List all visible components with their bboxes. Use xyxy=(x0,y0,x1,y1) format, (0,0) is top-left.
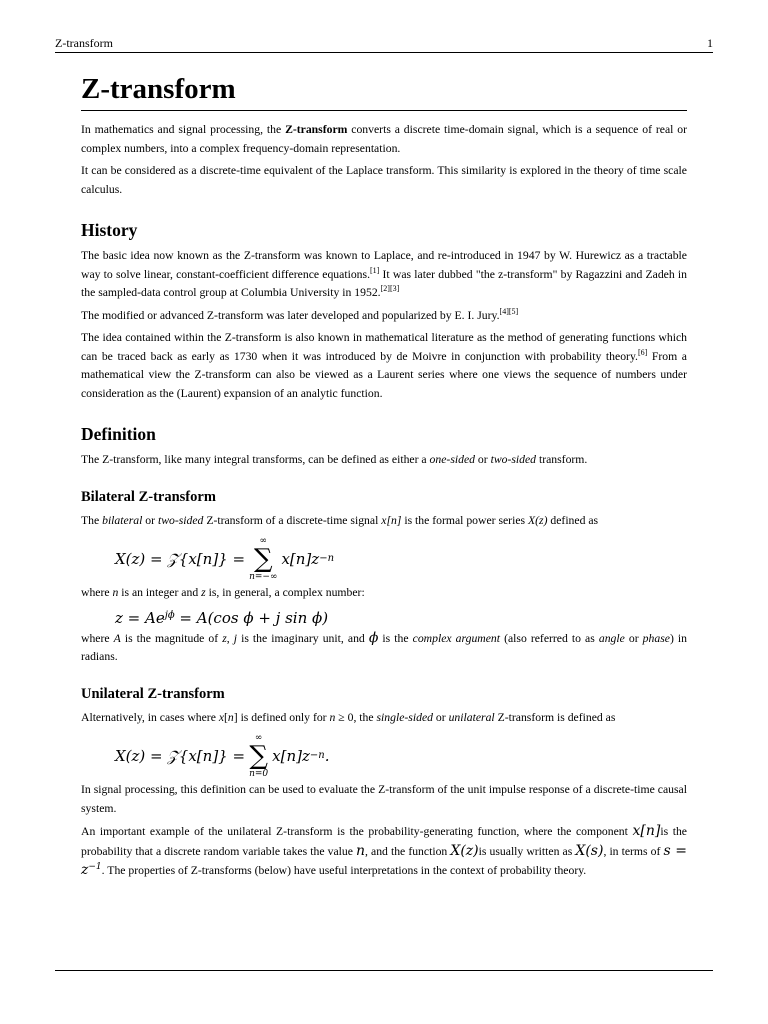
text-run: is the formal power series xyxy=(401,513,528,527)
text-run: It was later dubbed "the z-transform" by Ragazzini and Zadeh in the sampled-data control group at Columbia University in 1952. xyxy=(81,267,688,299)
text-run: or xyxy=(474,453,491,466)
summation xyxy=(249,536,277,582)
bilateral-paragraph-2 xyxy=(81,584,687,603)
inline-math: n xyxy=(355,842,366,859)
sum-lower-limit: n=−∞ xyxy=(249,572,278,582)
intro-paragraph-2: It can be considered as a discrete-time equivalent of the Laplace transform. This similarity is explored in the theory of time scale calculus. xyxy=(81,164,687,196)
italic-term: two-sided xyxy=(490,453,537,466)
formula-part: = A(cos ϕ + j sin ϕ) xyxy=(174,608,329,627)
text-run: , in terms of xyxy=(603,844,664,858)
inline-math: x[n] xyxy=(632,823,661,839)
formula-period: . xyxy=(324,747,330,765)
page-title: Z-transform xyxy=(81,70,687,111)
text-run: The Z-transform, like many integral transforms, can be defined as either a xyxy=(81,453,430,466)
formula-part: z = Ae xyxy=(115,608,165,627)
inline-math: X(z) xyxy=(450,842,479,859)
italic-term: x xyxy=(218,710,224,724)
phi-symbol: ϕ xyxy=(368,629,379,646)
italic-term: z xyxy=(201,586,206,599)
sigma-symbol: ∑ xyxy=(253,544,273,574)
text-run: The modified or advanced Z-transform was later developed and popularized by E. I. Jury. xyxy=(81,308,500,322)
text-run: ] is defined only for xyxy=(233,710,330,724)
formula-lhs: X(z) = 𝒵{x[n]} = xyxy=(115,747,246,765)
italic-term: bilateral xyxy=(102,513,143,527)
italic-term: two-sided xyxy=(157,513,204,527)
sum-lower-limit: n=0 xyxy=(249,769,269,779)
text-run: defined as xyxy=(547,513,599,527)
text-run: is the probability that a discrete random variable takes the value xyxy=(81,825,687,858)
formula-rhs: x[n]z xyxy=(281,550,320,568)
inline-math-exponent: −1 xyxy=(88,862,102,872)
definition-paragraph xyxy=(81,451,687,470)
italic-term: A xyxy=(113,631,121,645)
text-run: (also referred to as xyxy=(500,631,599,645)
unilateral-paragraph-3 xyxy=(81,822,687,881)
text-run: is usually written as xyxy=(478,844,576,858)
bilateral-paragraph-1 xyxy=(81,512,687,531)
page-number: 1 xyxy=(707,36,713,50)
history-paragraph-3 xyxy=(81,329,687,403)
text-run: is the magnitude of xyxy=(120,631,223,645)
article-body xyxy=(81,70,687,885)
running-header-title: Z-transform xyxy=(55,36,113,50)
text-run: Alternatively, in cases where xyxy=(81,710,219,724)
unilateral-paragraph-1 xyxy=(81,709,687,728)
bilateral-paragraph-3 xyxy=(81,629,687,667)
unilateral-formula: X(z) = 𝒵{x[n]} = ∞ ∑ n=0 x[n]z −n . xyxy=(115,733,330,779)
reference-link[interactable]: [2][3] xyxy=(380,284,400,293)
text-run: transform. xyxy=(536,453,588,466)
italic-term: single-sided xyxy=(376,710,433,724)
text-run: The basic idea now known as the Z-transform was known to Laplace, and re-introduced in 1947 by W. Hurewicz as a tractable way to solve linear, constant-coefficient difference equations. xyxy=(81,249,687,281)
formula-exponent: jϕ xyxy=(164,609,175,621)
subsection-heading-unilateral: Unilateral Z-transform xyxy=(81,685,225,702)
text-run: The idea contained within the Z-transform is also known in mathematical literature as the method of generating functions which can be traced back as early as 1730 when it was introduced by de Moivre in conjunction with probability theory. xyxy=(81,331,687,363)
sum-upper-limit: ∞ xyxy=(259,536,267,546)
bilateral-formula: X(z) = 𝒵{x[n]} = ∞ ∑ n=−∞ x[n]z −n xyxy=(115,536,335,582)
formula-rhs: x[n]z xyxy=(272,747,310,765)
section-heading-history: History xyxy=(81,220,138,240)
text-run: converts a discrete time-domain signal, which is a sequence of real or complex numbers, into a complex frequency-domain representation. xyxy=(81,123,687,155)
text-run: The xyxy=(81,513,103,527)
text-run: or xyxy=(432,710,449,724)
text-run: An important example of the unilateral Z-transform is the probability-generating function, where the component xyxy=(81,825,633,838)
summation xyxy=(249,733,268,779)
italic-term: angle xyxy=(598,631,625,645)
italic-term: one-sided xyxy=(429,453,475,466)
text-run: From a mathematical view the Z-transform can also be viewed as a Laurent series where one views the sequence of numbers under consideration as the (Laurent) expansion of an analytic function. xyxy=(81,349,687,400)
text-run: ≥ 0, the xyxy=(335,710,377,724)
sigma-symbol: ∑ xyxy=(249,741,268,771)
text-run: [ xyxy=(224,710,228,724)
bold-term: Z-transform xyxy=(285,123,348,136)
text-run: or xyxy=(624,631,643,645)
reference-link[interactable]: [4][5] xyxy=(499,306,519,316)
text-run: Z-transform is defined as xyxy=(494,710,616,724)
italic-term: phase xyxy=(642,631,670,645)
unilateral-paragraph-2: In signal processing, this definition can be used to evaluate the Z-transform of the unit impulse response of a discrete-time causal system. xyxy=(81,783,687,815)
italic-term: z xyxy=(222,631,227,645)
italic-term: n xyxy=(112,586,119,599)
italic-term: n xyxy=(227,710,234,724)
intro-paragraph-1 xyxy=(81,121,687,158)
text-run: Z-transform of a discrete-time signal xyxy=(203,513,382,527)
italic-term: complex argument xyxy=(412,631,501,645)
text-run: is, in general, a complex number: xyxy=(205,586,365,599)
polar-form-formula xyxy=(115,607,687,629)
reference-link[interactable]: [1] xyxy=(370,265,380,275)
formula-lhs: X(z) = 𝒵{x[n]} = xyxy=(115,550,246,568)
text-run: . The properties of Z-transforms (below) have useful interpretations in the context of probability theory. xyxy=(101,864,587,877)
text-run: is the xyxy=(378,631,413,645)
text-run: is an integer and xyxy=(118,586,202,599)
text-run: where xyxy=(81,586,113,599)
italic-term: x[n] xyxy=(381,513,402,527)
reference-link[interactable]: [6] xyxy=(637,347,648,357)
text-run: or xyxy=(142,513,158,527)
italic-term: j xyxy=(233,631,238,645)
history-paragraph-2 xyxy=(81,307,687,326)
footer-rule xyxy=(55,970,713,971)
text-run: is the imaginary unit, and xyxy=(237,631,369,645)
text-run: ) in radians. xyxy=(81,631,687,663)
text-run: , xyxy=(226,631,234,645)
section-heading-definition: Definition xyxy=(81,424,156,444)
header-rule xyxy=(55,52,713,53)
text-run: , and the function xyxy=(365,844,451,858)
italic-term: X(z) xyxy=(527,513,548,527)
italic-term: n xyxy=(329,710,336,724)
history-paragraph-1 xyxy=(81,247,687,303)
sum-upper-limit: ∞ xyxy=(254,733,263,743)
text-run: where xyxy=(81,631,114,645)
subsection-heading-bilateral: Bilateral Z-transform xyxy=(81,488,216,505)
text-run: In mathematics and signal processing, the xyxy=(81,123,286,136)
inline-math: s = z xyxy=(81,842,687,878)
inline-math: X(s) xyxy=(575,842,604,859)
italic-term: unilateral xyxy=(448,710,495,724)
